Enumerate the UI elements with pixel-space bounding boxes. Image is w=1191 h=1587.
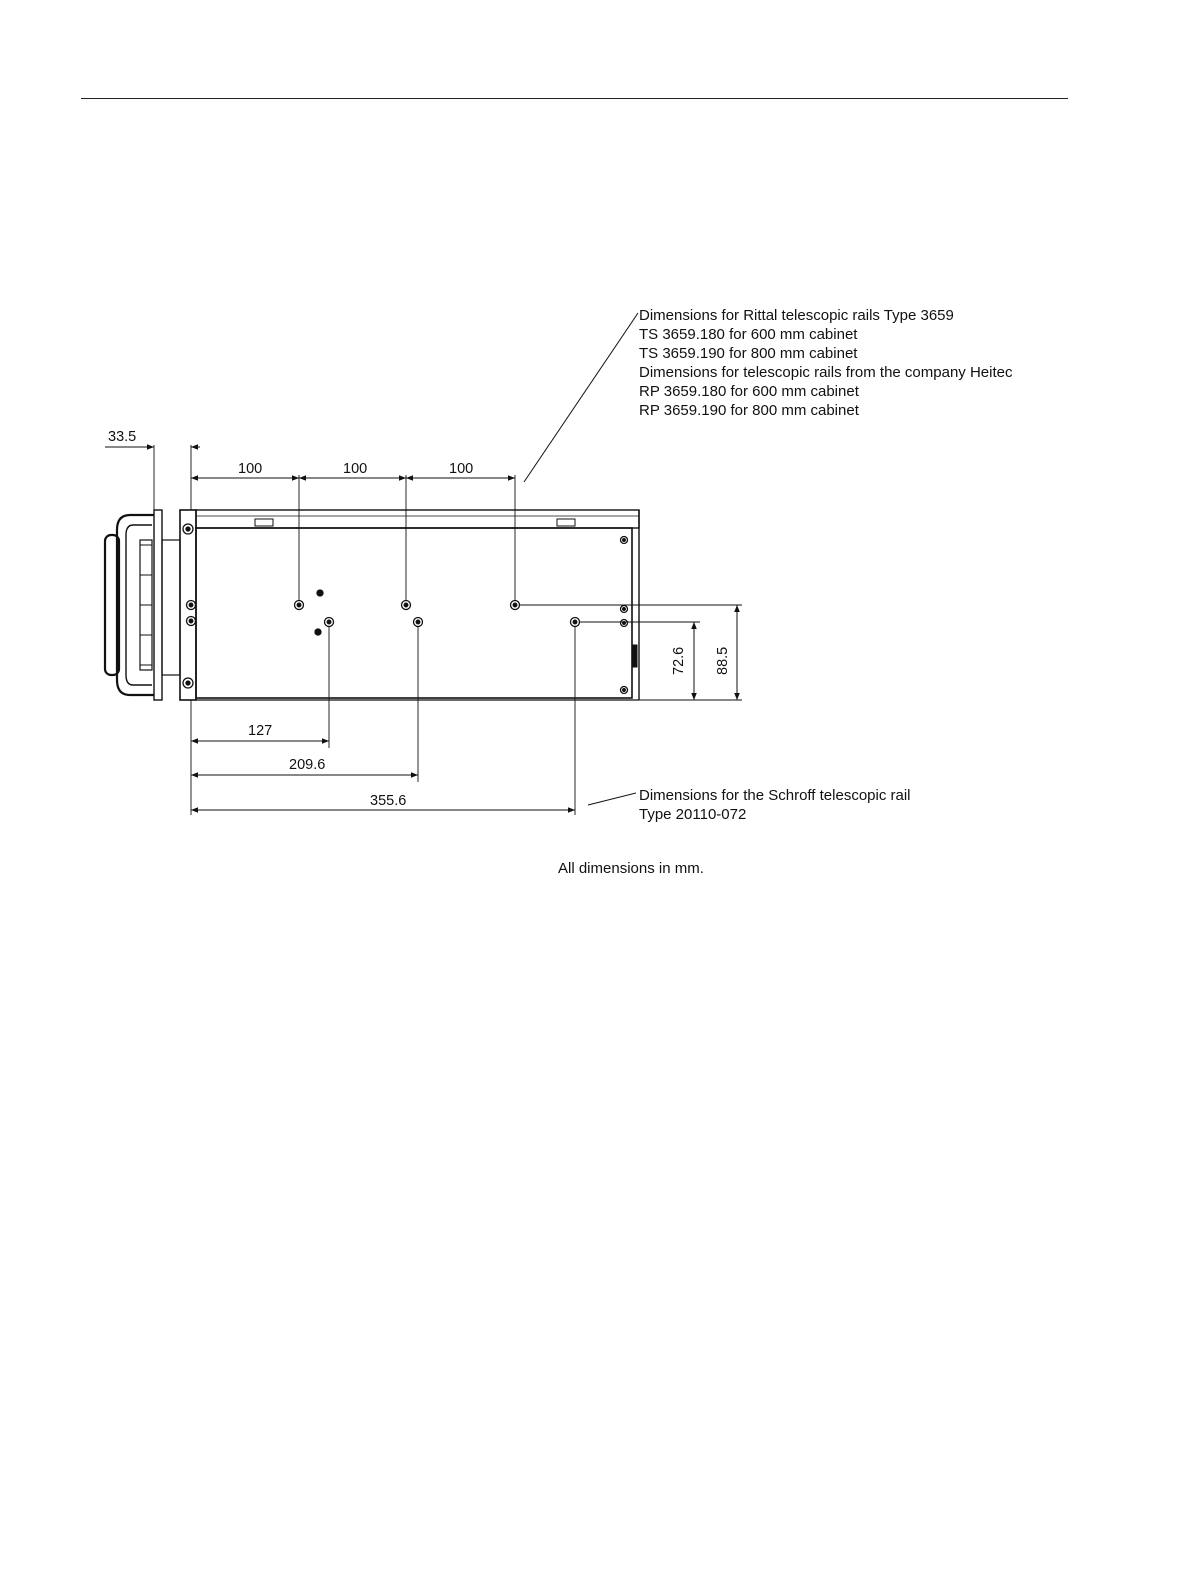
dim-209-6: 209.6 (289, 757, 326, 773)
rittal-note-line3: TS 3659.190 for 800 mm cabinet (639, 345, 858, 362)
hole-front-bottom (183, 678, 193, 688)
rittal-leader-line (524, 313, 638, 482)
dim-100-b: 100 (343, 461, 368, 477)
rittal-note (639, 307, 1013, 419)
extension-lines (154, 445, 742, 815)
hole-schroff-2 (414, 618, 423, 627)
dim-355-6: 355.6 (370, 793, 407, 809)
dim-100-a: 100 (238, 461, 263, 477)
hole-schroff-1 (325, 618, 334, 627)
dim-127: 127 (248, 723, 273, 739)
dim-88-5: 88.5 (715, 646, 731, 675)
dim-33-5: 33.5 (108, 429, 137, 445)
hole-front-mid2 (187, 617, 196, 626)
dimensions-caption: All dimensions in mm. (558, 860, 704, 877)
hole-rittal-1 (295, 601, 304, 610)
dimension-labels (108, 429, 731, 809)
rittal-note-line1: Dimensions for Rittal telescopic rails Type 3659 (639, 307, 954, 324)
rittal-note-line4: Dimensions for telescopic rails from the company Heitec (639, 364, 1013, 381)
schroff-leader-line (588, 793, 636, 805)
hole-rittal-3 (511, 601, 520, 610)
hole-rittal-2 (402, 601, 411, 610)
rittal-note-line2: TS 3659.180 for 600 mm cabinet (639, 326, 858, 343)
schroff-note (639, 787, 911, 823)
dim-100-c: 100 (449, 461, 474, 477)
hole-schroff-3 (571, 618, 580, 627)
schroff-note-line2: Type 20110-072 (639, 806, 747, 823)
dim-72-6: 72.6 (671, 646, 687, 675)
mounting-holes (183, 524, 628, 694)
hole-front-mid1 (187, 601, 196, 610)
rittal-note-line5: RP 3659.180 for 600 mm cabinet (639, 383, 859, 400)
schroff-note-line1: Dimensions for the Schroff telescopic rail (639, 787, 911, 804)
hole-front-top (183, 524, 193, 534)
rittal-note-line6: RP 3659.190 for 800 mm cabinet (639, 402, 859, 419)
